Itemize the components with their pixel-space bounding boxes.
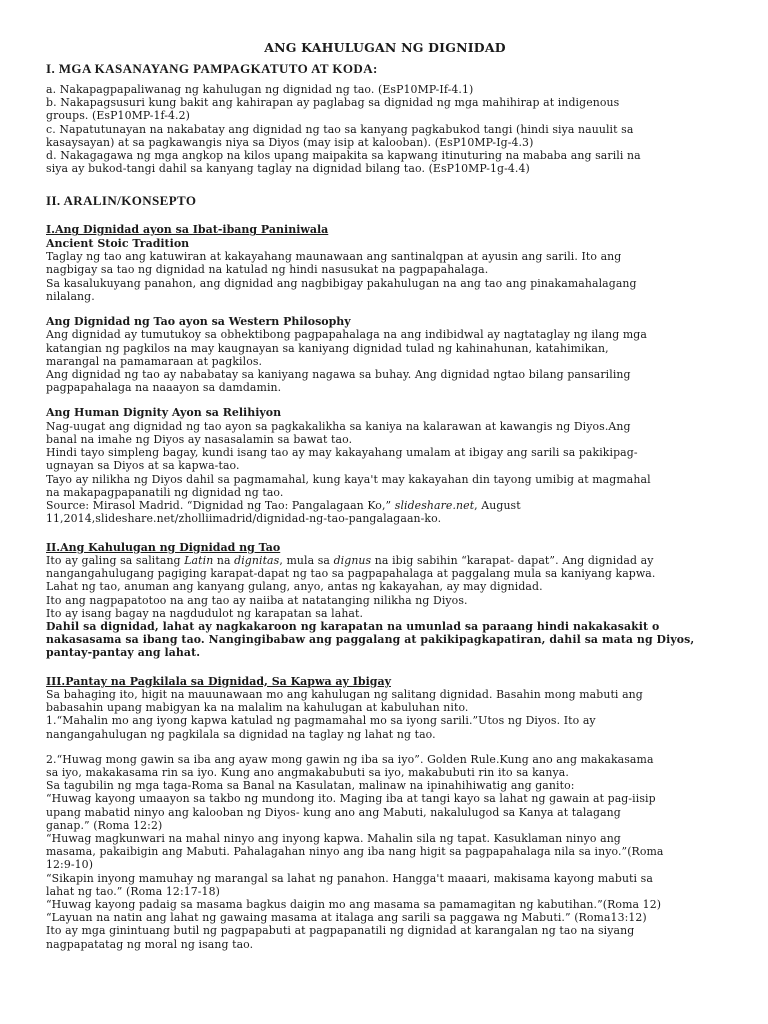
subsection-heading-pantay: III.Pantay na Pagkilala sa Dignidad, Sa Kapwa ay Ibigay [46,674,391,688]
pantay-line: Sa tagubilin ng mga taga-Roma sa Banal na Kasulatan, malinaw na ipinahihiwatig ang ganito: [46,779,575,793]
pantay-line: “Sikapin inyong mamuhay ng marangal sa lahat ng panahon. Hangga't maaari, makisama kayong mabuti sa [46,871,653,885]
competency-list [46,83,724,175]
pantay-line: 12:9-10) [46,858,94,872]
section-heading-aralin: II. ARALIN/KONSEPTO [46,193,197,209]
stoic-line: nilalang. [46,289,95,303]
pantay-line: nangangahulugan ng pagkilala sa dignidad na taglay ng lahat ng tao. [46,727,436,741]
religion-line: Nag-uugat ang dignidad ng tao ayon sa pagkakalikha sa kaniya na kalarawan at kawangis ng Diyos.Ang [46,419,631,433]
stoic-heading: Ancient Stoic Tradition [46,236,190,250]
competency-line: siya ay bukod-tangi dahil sa kanyang taglay na dignidad bilang tao. (EsP10MP-1g-4.4) [46,162,530,176]
pantay-line: nagpapatatag ng moral ng isang tao. [46,937,254,951]
pantay-line: “Huwag kayong umaayon sa takbo ng mundong ito. Maging iba at tangi kayo sa lahat ng gawain at pag-iisip [46,792,656,806]
source-prefix: Source: Mirasol Madrid. “Dignidad ng Tao: Pangalagaan Ko,” [46,499,395,513]
pantay-line: “Layuan na natin ang lahat ng gawaing masama at italaga ang sarili sa paggawa ng Mabuti.” (Roma13:12) [46,911,647,925]
dignus-term: dignus [333,553,372,567]
stoic-line: Taglay ng tao ang katuwiran at kakayahang maunawaan ang santinalqpan at ayusin ang sarili. Ito ang [46,250,622,264]
source-suffix: , August [474,499,521,513]
religion-line: Hindi tayo simpleng bagay, kundi isang tao ay may kakayahang umalam at ibigay ang sarili sa pakikipag- [46,446,638,460]
kahulugan-line: Ito ay isang bagay na nagdudulot ng karapatan sa lahat. [46,606,364,620]
western-line: katangian ng pagkilos na may kaugnayan sa kaniyang dignidad tulad ng kahinahunan, katahimikan, [46,341,609,355]
western-line: Ang dignidad ng tao ay nababatay sa kaniyang nagawa sa buhay. Ang dignidad ngtao bilang pansariling [46,368,631,382]
text-run: na [213,553,235,567]
pantay-line: Sa bahaging ito, higit na mauunawaan mo ang kahulugan ng salitang dignidad. Basahin mong mabuti ang [46,687,643,701]
text-run: , mula sa [279,553,334,567]
pantay-line: Ito ay mga ginintuang butil ng pagpapabuti at pagpapanatili ng dignidad at karangalan ng tao na siyang [46,924,635,938]
pantay-line: babasahin upang mabigyan ka na malalim na kahulugan at kabuluhan nito. [46,701,469,715]
western-heading: Ang Dignidad ng Tao ayon sa Western Philosophy [46,315,351,329]
kahulugan-bold-line: nakasasama sa ibang tao. Nangingibabaw ang paggalang at pakikipagkapatiran, dahil sa mata ng Diyos, [46,633,695,647]
religion-heading: Ang Human Dignity Ayon sa Relihiyon [46,406,282,420]
stoic-line: nagbigay sa tao ng dignidad na katulad ng hindi nasusukat na pagpapahalaga. [46,263,489,277]
religion-line: ugnayan sa Diyos at sa kapwa-tao. [46,459,240,473]
religion-line: Tayo ay nilikha ng Diyos dahil sa pagmamahal, kung kaya't may kakayahan din tayong umibig at magmahal [46,472,651,486]
western-line: marangal na pamamaraan at pagkilos. [46,354,263,368]
source-citation [46,499,724,512]
western-line: pagpapahalaga na naaayon sa damdamin. [46,381,282,395]
western-line: Ang dignidad ay tumutukoy sa obhektibong pagpapahalaga na ang indibidwal ay nagtataglay ng ilang mga [46,328,647,342]
kahulugan-line: Ito ang nagpapatotoo na ang tao ay naiiba at natatanging nilikha ng Diyos. [46,593,468,607]
kahulugan-line [46,554,724,567]
pantay-line: 2.“Huwag mong gawin sa iba ang ayaw mong gawin ng iba sa iyo”. Golden Rule.Kung ano ang makakasama [46,752,654,766]
competency-line: a. Nakapagpapaliwanag ng kahulugan ng dignidad ng tao. (EsP10MP-If-4.1) [46,83,474,96]
pantay-line: upang mabatid ninyo ang kalooban ng Diyos- kung ano ang Mabuti, nakalulugod sa Kanya at talagang [46,805,621,819]
subsection-heading-paniniwala: I.Ang Dignidad ayon sa Ibat-ibang Paniniwala [46,223,329,237]
source-site: slideshare.net [394,499,475,513]
stoic-line: Sa kasalukuyang panahon, ang dignidad ang nagbibigay pakahulugan na ang tao ang pinakamahalagang [46,276,637,290]
kahulugan-line: nangangahulugang pagiging karapat-dapat ng tao sa pagpapahalaga at paggalang mula sa kaniyang kapwa. [46,567,656,581]
dignitas-term: dignitas [234,553,280,567]
source-url: 11,2014,slideshare.net/zholliimadrid/dignidad-ng-tao-pangalagaan-ko. [46,512,442,526]
text-run: na ibig sabihin “karapat- dapat”. Ang dignidad ay [371,553,654,567]
competency-line: groups. (EsP10MP-1f-4.2) [46,109,190,123]
page-title: ANG KAHULUGAN NG DIGNIDAD [264,40,506,55]
pantay-line: sa iyo, makakasama rin sa iyo. Kung ano angmakabubuti sa iyo, makabubuti rin ito sa kanya. [46,765,569,779]
pantay-line: “Huwag kayong padaig sa masama bagkus daigin mo ang masama sa pamamagitan ng kabutihan.”(Roma 12) [46,897,662,911]
pantay-line: “Huwag magkunwari na mahal ninyo ang inyong kapwa. Mahalin sila ng tapat. Kasuklaman ninyo ang [46,831,621,845]
pantay-line: 1.“Mahalin mo ang iyong kapwa katulad ng pagmamahal mo sa iyong sarili.”Utos ng Diyos. Ito ay [46,714,596,728]
kahulugan-bold-line: pantay-pantay ang lahat. [46,646,201,660]
pantay-line: lahat ng tao.” (Roma 12:17-18) [46,884,220,898]
religion-line: banal na imahe ng Diyos ay nasasalamin sa bawat tao. [46,433,353,447]
competency-line: c. Napatutunayan na nakabatay ang dignidad ng tao sa kanyang pagkabukod tangi (hindi siya nauulit sa [46,122,634,136]
pantay-line: masama, pakaibigin ang Mabuti. Pahalagahan ninyo ang iba nang higit sa pagpapahalaga nila sa inyo.”(Roma [46,845,664,859]
competency-line: kasaysayan) at sa pagkawangis niya sa Diyos (may isip at kalooban). (EsP10MP-Ig-4.3) [46,135,534,149]
competency-line: b. Nakapagsusuri kung bakit ang kahirapan ay paglabag sa dignidad ng mga mahihirap at indigenous [46,96,620,110]
religion-line: na makapagpapanatili ng dignidad ng tao. [46,485,284,499]
text-run: Ito ay galing sa salitang [46,553,185,567]
latin-term: Latin [184,553,214,567]
kahulugan-line: Lahat ng tao, anuman ang kanyang gulang, anyo, antas ng kakayahan, ay may dignidad. [46,580,543,594]
pantay-line: ganap.” (Roma 12:2) [46,818,163,832]
kahulugan-bold-line: Dahil sa dignidad, lahat ay nagkakaroon ng karapatan na umunlad sa paraang hindi nakakasakit o [46,619,660,633]
competency-line: d. Nakagagawa ng mga angkop na kilos upang maipakita sa kapwang itinuturing na mababa ang sarili na [46,149,641,163]
section-heading-kasanayan: I. MGA KASANAYANG PAMPAGKATUTO AT KODA: [46,61,378,76]
subsection-heading-kahulugan: II.Ang Kahulugan ng Dignidad ng Tao [46,540,281,554]
